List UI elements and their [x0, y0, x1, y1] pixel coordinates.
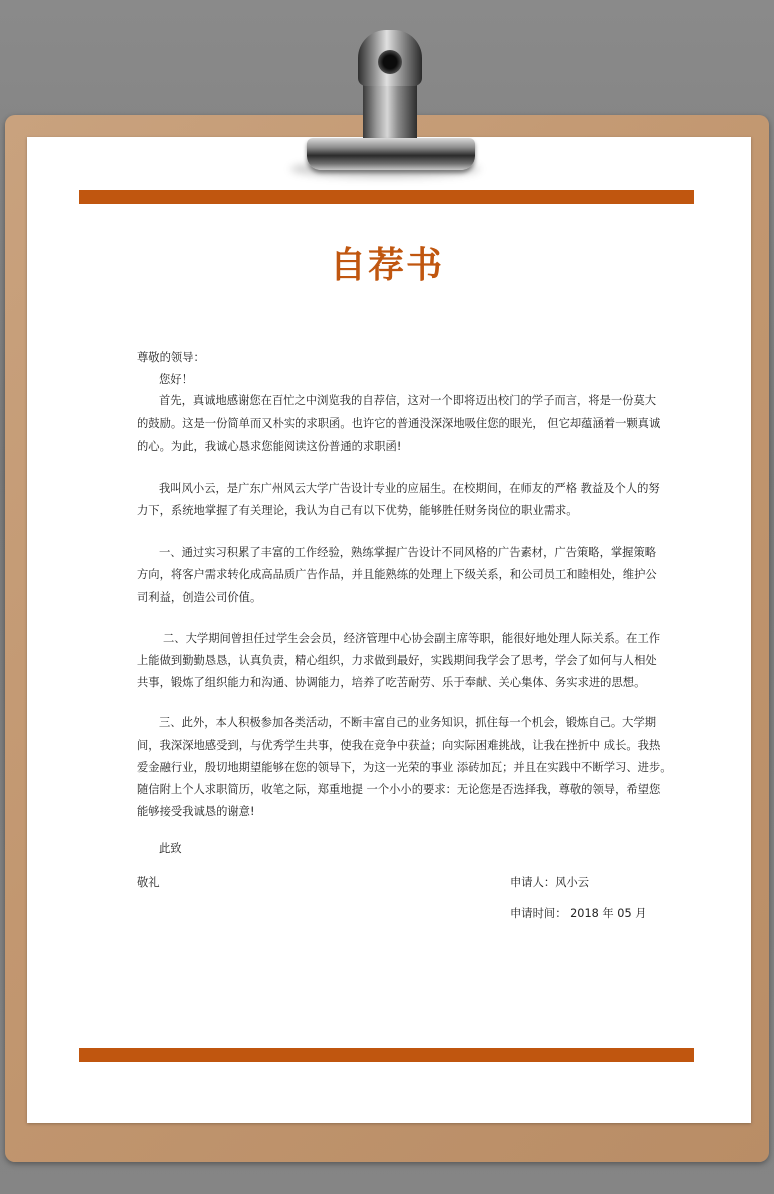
paragraph-5-line-5: 能够接受我诚恳的谢意!	[137, 805, 255, 818]
paragraph-5-line-1: 三、此外，本人积极参加各类活动，不断丰富自己的业务知识，抓住每一个机会，锻炼自己。大学期	[159, 716, 657, 729]
paragraph-4-line-1: 二、大学期间曾担任过学生会会员，经济管理中心协会副主席等职，能很好地处理人际关系。在工作	[163, 632, 661, 645]
paragraph-3-line-2: 方向，将客户需求转化成高品质广告作品，并且能熟练的处理上下级关系，和公司员工和睦相处，维护公	[137, 568, 657, 581]
bottom-accent-bar	[79, 1048, 694, 1062]
paragraph-1-line-1: 首先，真诚地感谢您在百忙之中浏览我的自荐信，这对一个即将迈出校门的学子而言，将是一份莫大	[159, 394, 657, 407]
salutation: 尊敬的领导：	[137, 351, 205, 364]
paragraph-5-line-3: 爱金融行业，殷切地期望能够在您的领导下，为这一光荣的事业 添砖加瓦；并且在实践中不断学习、进步。	[137, 761, 672, 774]
binder-clip-base	[307, 138, 475, 170]
paragraph-4-line-2: 上能做到勤勤恳恳，认真负责，精心组织，力求做到最好，实践期间我学会了思考，学会了如何与人相处	[137, 654, 657, 667]
greeting: 您好！	[159, 373, 193, 386]
binder-clip-hole	[378, 50, 402, 74]
binder-clip-arm	[363, 78, 417, 144]
top-accent-bar	[79, 190, 694, 204]
closing-line-2: 敬礼	[137, 876, 160, 889]
paragraph-3-line-3: 司利益，创造公司价值。	[137, 591, 262, 604]
paragraph-2-line-1: 我叫风小云，是广东广州风云大学广告设计专业的应届生。在校期间，在师友的严格 教益及个人的努	[159, 482, 660, 495]
paragraph-5-line-2: 间，我深深地感受到，与优秀学生共事，使我在竞争中获益；向实际困难挑战，让我在挫折中 成长。我热	[137, 739, 661, 752]
applicant-name: 申请人：风小云	[510, 876, 590, 889]
closing-line-1: 此致	[159, 842, 182, 855]
paragraph-4-line-3: 共事，锻炼了组织能力和沟通、协调能力，培养了吃苦耐劳、乐于奉献、关心集体、务实求进的思想。	[137, 676, 646, 689]
document-title: 自荐书	[329, 245, 444, 286]
paragraph-5-line-4: 随信附上个人求职简历，收笔之际，郑重地提 一个小小的要求：无论您是否选择我，尊敬的领导，希望您	[137, 783, 661, 796]
paragraph-2-line-2: 力下，系统地掌握了有关理论，我认为自己有以下优势，能够胜任财务岗位的职业需求。	[137, 504, 578, 517]
paragraph-1-line-3: 的心。为此，我诚心恳求您能阅读这份普通的求职函!	[137, 440, 402, 453]
paragraph-1-line-2: 的鼓励。这是一份简单而又朴实的求职函。也许它的普通没深深地吸住您的眼光， 但它却蕴涵着一颗真诚	[137, 417, 661, 430]
application-date: 申请时间： 2018 年 05 月	[510, 907, 647, 920]
paragraph-3-line-1: 一、通过实习积累了丰富的工作经验，熟练掌握广告设计不同风格的广告素材，广告策略，掌握策略	[159, 546, 657, 559]
